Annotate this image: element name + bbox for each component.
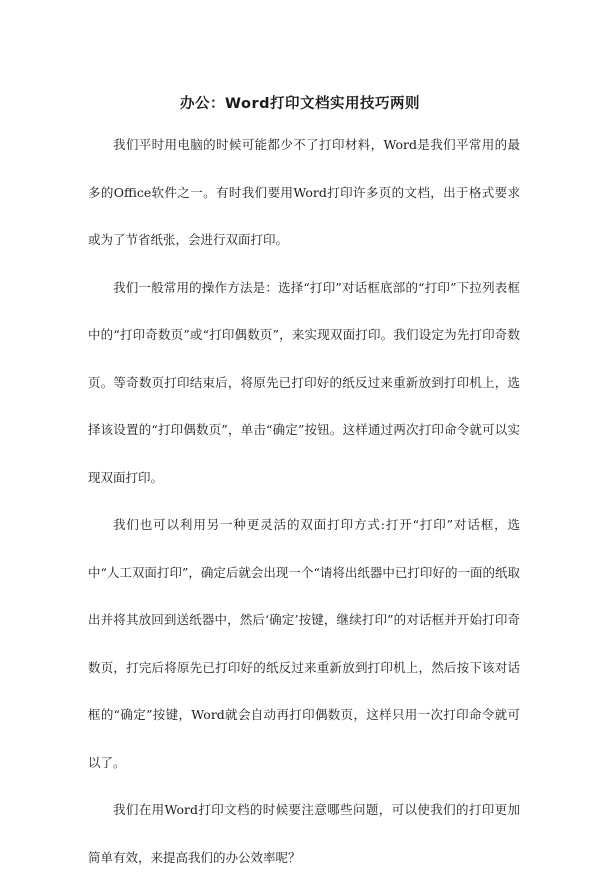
paragraph-4: 我们在用Word打印文档的时候要注意哪些问题，可以使我们的打印更加简单有效，来提高我们的办公效率呢？ (88, 802, 520, 865)
paragraph-3: 我们也可以利用另一种更灵活的双面打印方式:打开“打印”对话框，选中“人工双面打印”，确定后就会出现一个“请将出纸器中已打印好的一面的纸取出并将其放回到送纸器中，然后‘确定’按键，继续打印”的对话框并开始打印奇数页，打完后将原先已打印好的纸反过来重新放到打印机上，然后按下该对话框的“确定”按键，Word就会自动再打印偶数页，这样只用一次打印命令就可以了。 (88, 517, 520, 770)
paragraph-1: 我们平时用电脑的时候可能都少不了打印材料，Word是我们平常用的最多的Office软件之一。有时我们要用Word打印许多页的文档，出于格式要求或为了节省纸张，会进行双面打印。 (88, 137, 520, 247)
document-body (88, 121, 520, 881)
paragraph-2: 我们一般常用的操作方法是：选择“打印”对话框底部的“打印”下拉列表框中的“打印奇数页”或“打印偶数页”，来实现双面打印。我们设定为先打印奇数页。等奇数页打印结束后，将原先已打印好的纸反过来重新放到打印机上，选择该设置的“打印偶数页”，单击“确定”按钮。这样通过两次打印命令就可以实现双面打印。 (88, 279, 520, 485)
document-title: 办公：Word打印文档实用技巧两则 (180, 96, 420, 112)
